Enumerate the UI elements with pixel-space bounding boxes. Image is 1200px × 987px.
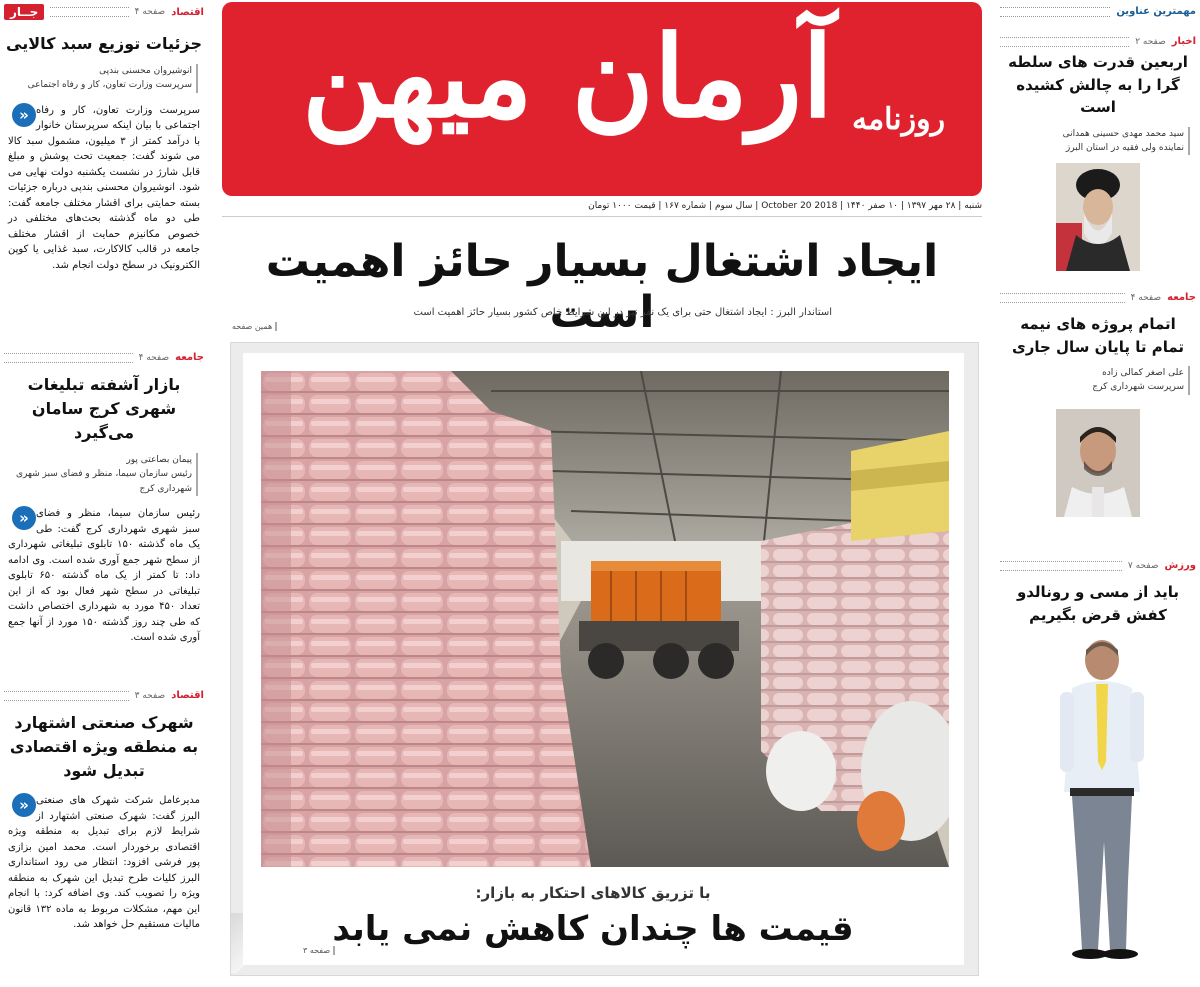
portrait-image [1056,409,1140,517]
byline-name: پیمان بصاعتی پور [10,453,198,467]
left-column [0,0,208,987]
section-label: جامعه [1167,292,1196,303]
byline [1006,366,1190,395]
masthead [222,2,982,196]
article-body [8,506,200,646]
section-label: اقتصاد [171,690,204,701]
photo-kicker: با تزریق کالاهای احتکار به بازار: [475,884,711,902]
main-subline: استاندار البرز : ایجاد اشتغال حتی برای یک نفر نیز در این شرایط خاص کشور بسیار حائز اهمیت است [413,307,832,318]
section-label: ورزش [1164,560,1196,571]
article-headline[interactable]: بازار آشفته تبلیغات شهری کرج سامان می‌گیرد [27,375,181,442]
page-label: صفحه ۳ [134,690,166,701]
article-text: مدیرعامل شرکت شهرک های صنعتی البرز گفت: شهرک صنعتی اشتهارد از شرایط لازم برای تبدیل به منطقه ویژه اقتصادی برخوردار است. محمد امین بزازی پور فرشی افزود: انتظار می رود استانداری البرز کلیات طرح تبدیل این شهرک به منطقه ویژه را تصویب کند. وی اضافه کرد: با انجام این مهم، مشکلات مربوط به ماده ۱۳۲ قانون مالیات مستقیم حل خواهد شد. [8,795,200,930]
page-label: صفحه ۴ [134,7,166,17]
article-text: رئیس سازمان سیما، منظر و فضای سبز شهری شهرداری کرج گفت: طی یک ماه گذشته ۱۵۰ تابلوی تبلیغاتی شهرداری از سطح شهر جمع آوری شده است. وی ادامه داد: تا کمتر از یک ماه گذشته ۶۵۰ تابلوی تبلیغاتی در سطح شهر فعال بود که از این تعداد ۴۵۰ مورد به شهرداری اختصاص داشت که طی چند روز گذشته ۱۵۰ مورد از آنها جمع آوری شده است. [8,508,200,644]
coach-photo [1030,632,1170,962]
section-tag [1000,560,1196,571]
page-reference: صفحه ۳ [303,946,335,955]
byline-role: نماینده ولی فقیه در استان البرز [1006,141,1190,155]
section-tag [1000,36,1196,47]
article-body [8,103,200,274]
right-column [996,0,1200,987]
dateline: شنبه | ۲۸ مهر ۱۳۹۷ | ۱۰ صفر ۱۴۴۰ | 2018 October 20 | سال سوم | شماره ۱۶۷ | قیمت ۱۰۰۰ تومان [222,201,982,217]
byline-name: انوشیروان محسنی بندپی [10,64,198,78]
chevron-double-icon: « [12,103,36,127]
section-tag [4,690,204,701]
section-tag [4,352,204,363]
divider [1000,7,1110,17]
divider [1000,293,1125,303]
byline-name: علی اصغر کمالی زاده [1006,366,1190,380]
section-tag [4,4,204,20]
main-column [216,0,986,987]
article-body [8,793,200,933]
top-headlines-tag [1000,6,1196,17]
masthead-prefix: روزنامه [852,102,946,137]
divider [4,691,129,701]
byline [10,453,198,496]
portrait-image [1056,163,1140,271]
byline-role: رئیس سازمان سیما، منظر و فضای سبز شهری شهرداری کرج [10,467,198,496]
warehouse-photo[interactable] [261,371,949,867]
feature-card [243,353,964,965]
article-text: سرپرست وزارت تعاون، کار و رفاه اجتماعی با بیان اینکه سرپرستان خانوار با درآمد کمتر از ۳ میلیون، مشمول سبد کالا می شوند گفت: جمعیت تحت پوشش و مبلغ قابل شارژ در نشست یکشنبه دولت نهایی می شود. انوشیروان محسنی بندپی درباره جزئیات بسته حمایتی برای اقشار مختلف جامعه گفت: طی دو ماه گذشته بحث‌های مختلفی در خصوص مکانیزم حمایت از اقشار مختلف جامعه در قالب کالاکارت، سبد غذایی یا کوپن الکترونیک در سطح دولت انجام شد. [8,104,200,271]
cleric-portrait [1056,163,1140,271]
chevron-double-icon: « [12,506,36,530]
coach-image [1030,632,1170,962]
byline [10,64,198,93]
page-label: صفحه ۲ [1135,36,1166,47]
divider [1000,561,1122,571]
article-headline[interactable]: باید از مسی و رونالدو کفش قرض بگیریم [1016,583,1180,624]
section-tag [1000,292,1196,303]
section-label: اقتصاد [171,6,204,18]
page-label: صفحه ۷ [1127,560,1159,571]
divider [50,7,128,17]
byline-role: سرپرست وزارت تعاون، کار و رفاه اجتماعی [10,78,198,92]
page-label: صفحه ۴ [138,352,170,363]
section-label: جامعه [175,352,204,363]
feature-frame [230,342,979,976]
byline-name: سید محمد مهدی حسینی همدانی [1006,127,1190,141]
article-headline[interactable]: شهرک صنعتی اشتهارد به منطقه ویژه اقتصادی تبدیل شود [9,713,199,780]
main-headline[interactable]: ایجاد اشتغال بسیار حائز اهمیت است [265,236,939,338]
divider [4,353,133,363]
divider [1000,37,1129,47]
photo-headline[interactable]: قیمت ها چندان کاهش نمی یابد [332,909,854,949]
byline [1006,127,1190,156]
chevron-double-icon: « [12,793,36,817]
top-headlines-label: مهمترین عناوین [1116,6,1196,17]
warehouse-illustration [261,371,949,867]
article-headline[interactable]: جزئیات توزیع سبد کالایی [6,34,202,53]
article-headline[interactable]: اربعین قدرت های سلطه گرا را به چالش کشیده است [1008,53,1188,116]
official-portrait [1056,409,1140,517]
section-label: اخبار [1171,36,1196,47]
badge: جــار [4,4,44,20]
same-page-tag: همین صفحه [232,322,277,331]
page-label: صفحه ۴ [1130,292,1162,303]
byline-role: سرپرست شهرداری کرج [1006,380,1190,394]
article-headline[interactable]: اتمام پروژه های نیمه تمام تا پایان سال جاری [1011,315,1185,356]
masthead-title: آرمان میهن [302,12,834,143]
